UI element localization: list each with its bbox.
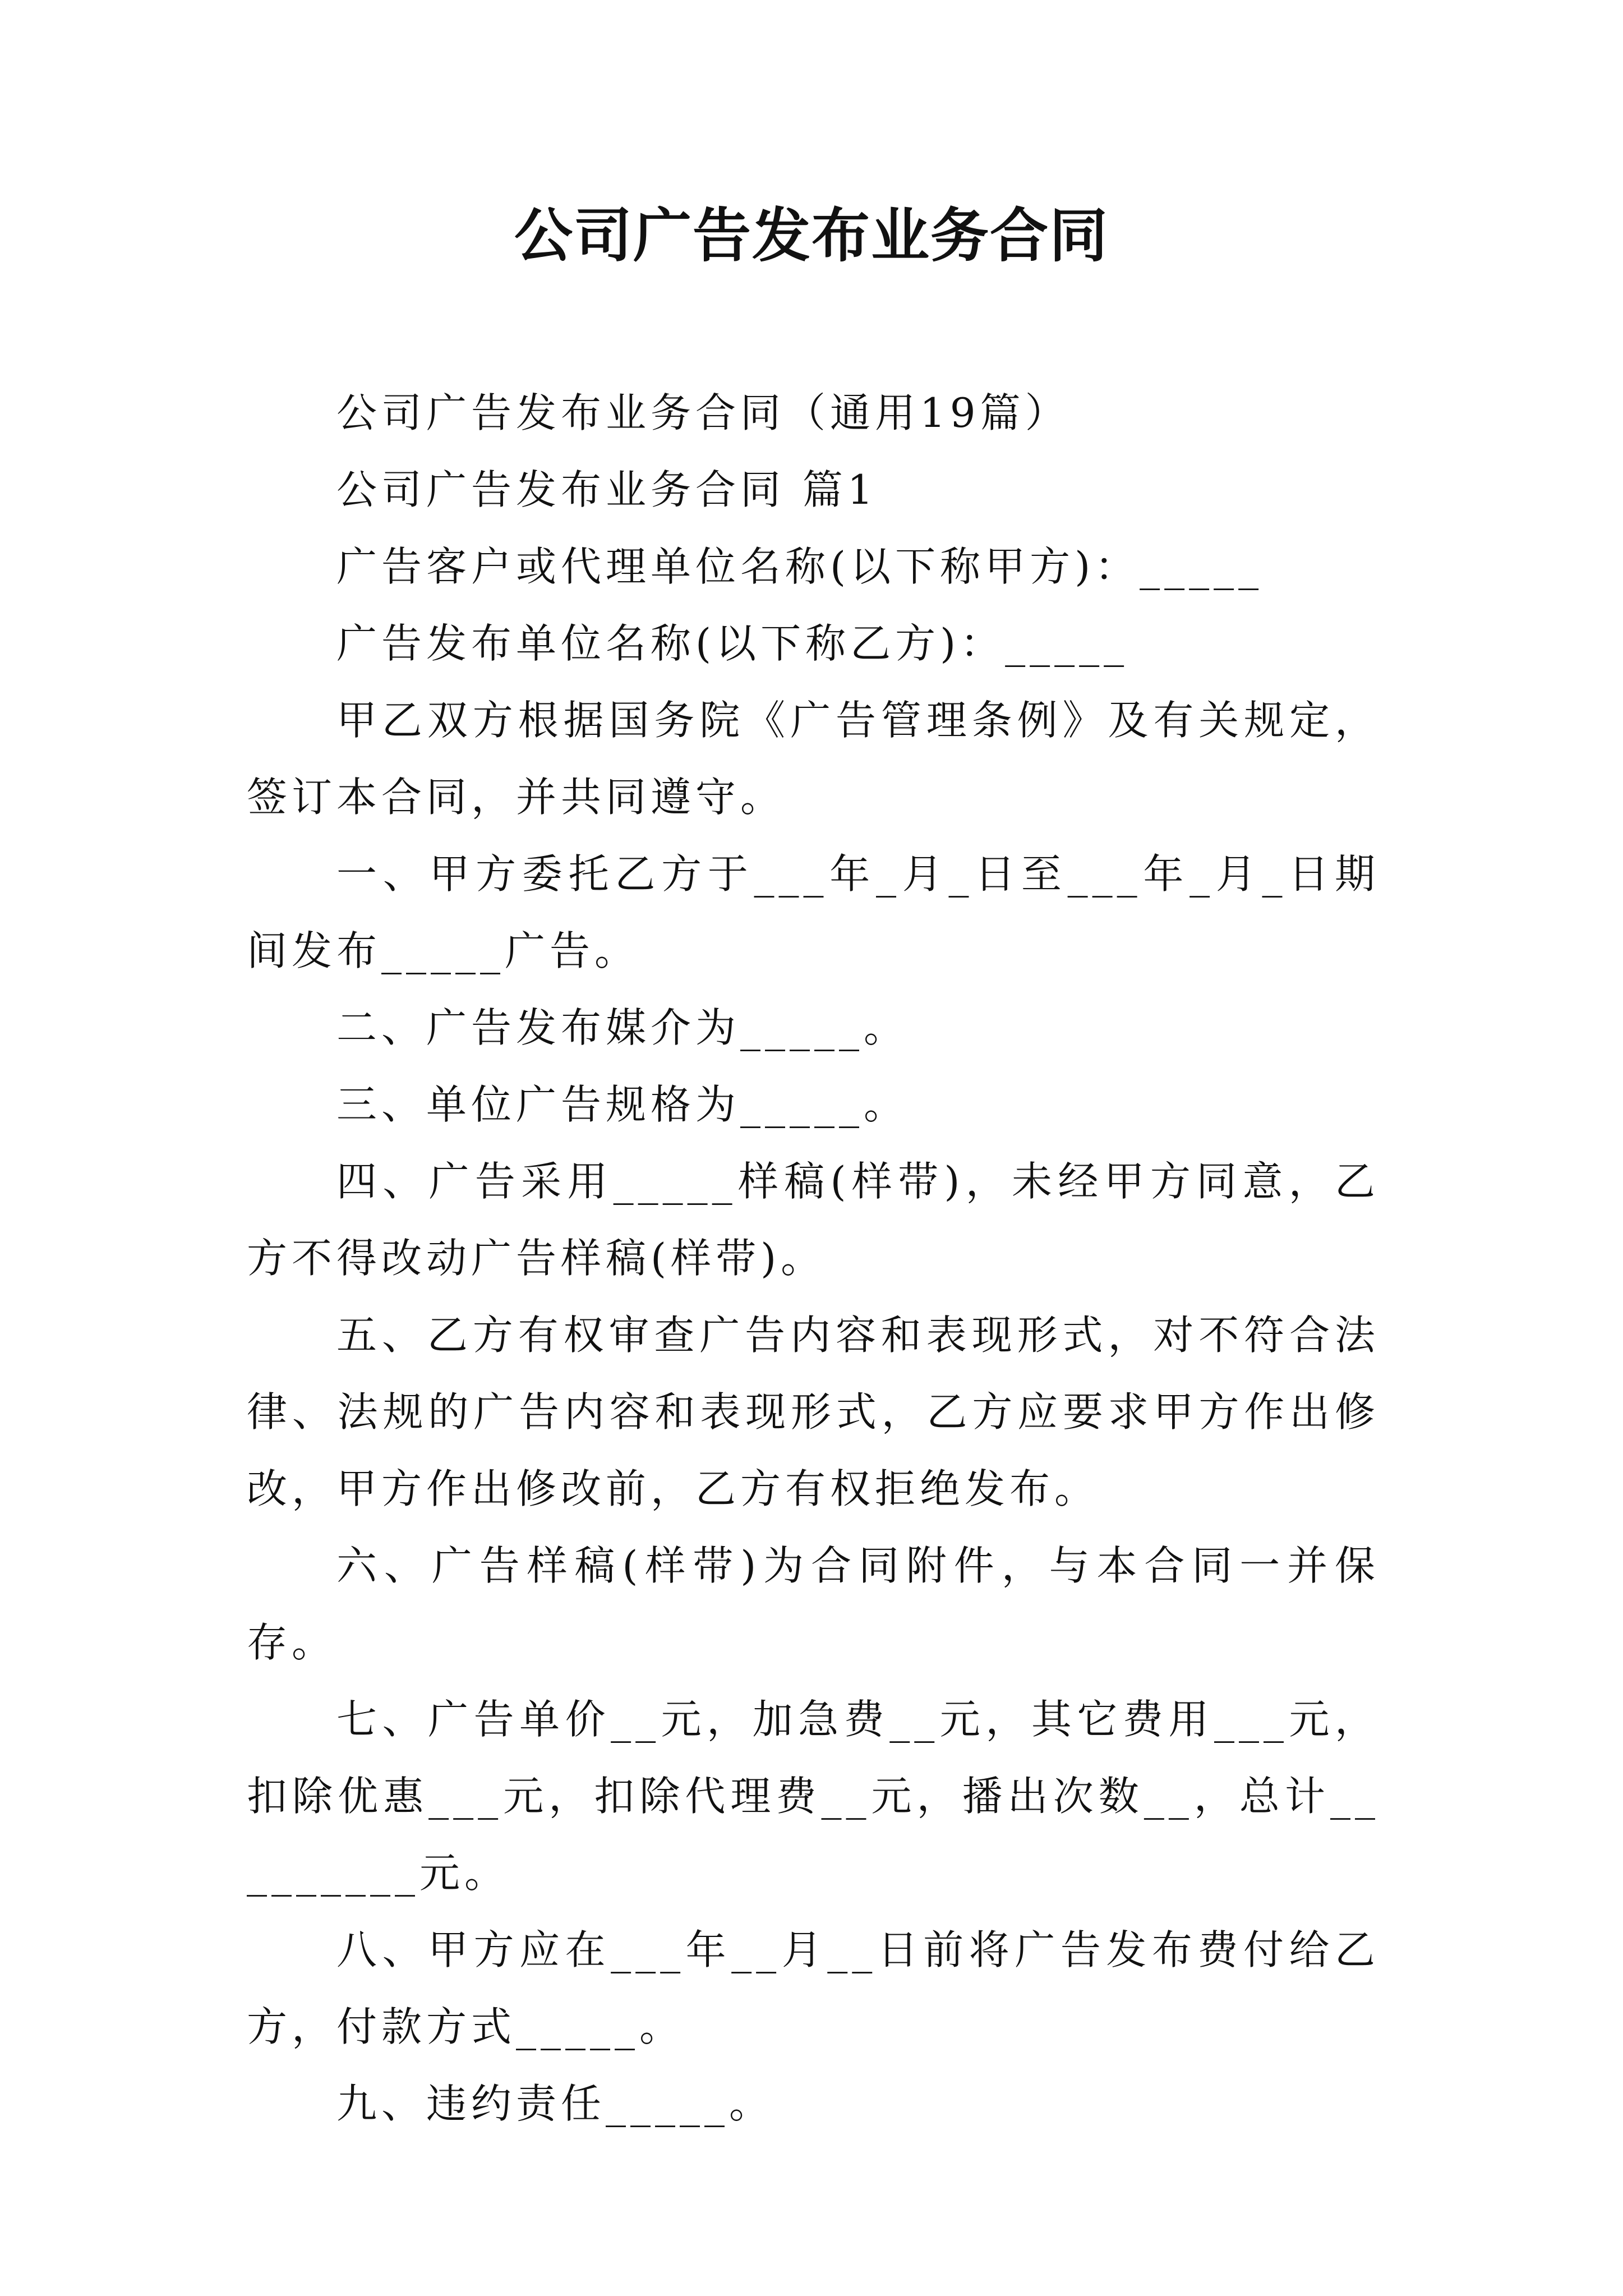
clause-5: 五、乙方有权审查广告内容和表现形式，对不符合法律、法规的广告内容和表现形式，乙方应要求甲方作出修改，甲方作出修改前，乙方有权拒绝发布。 (247, 1312, 1380, 1512)
clause-1: 一、甲方委托乙方于___年_月_日至___年_月_日期间发布_____广告。 (247, 850, 1380, 974)
clause-7: 七、广告单价__元，加急费__元，其它费用___元，扣除优惠___元，扣除代理费__元，播出次数__，总计_________元。 (247, 1696, 1380, 1897)
paragraph-party-a: 广告客户或代理单位名称(以下称甲方)：_____ (336, 543, 1264, 590)
clause-4: 四、广告采用_____样稿(样带)，未经甲方同意，乙方不得改动广告样稿(样带)。 (247, 1158, 1380, 1282)
document-body (247, 375, 1380, 2142)
paragraph-section-heading: 公司广告发布业务合同 篇1 (336, 466, 878, 513)
clause-3: 三、单位广告规格为_____。 (336, 1081, 909, 1128)
paragraph-preamble: 甲乙双方根据国务院《广告管理条例》及有关规定，签订本合同，并共同遵守。 (247, 697, 1380, 821)
paragraph-subtitle: 公司广告发布业务合同（通用19篇） (336, 389, 1070, 436)
clause-8: 八、甲方应在___年__月__日前将广告发布费付给乙方，付款方式_____。 (247, 1926, 1380, 2050)
document-title: 公司广告发布业务合同 (514, 201, 1109, 270)
clause-9: 九、违约责任_____。 (336, 2080, 774, 2127)
clause-2: 二、广告发布媒介为_____。 (336, 1004, 909, 1051)
clause-6: 六、广告样稿(样带)为合同附件，与本合同一并保存。 (247, 1542, 1380, 1666)
paragraph-party-b: 广告发布单位名称(以下称乙方)：_____ (336, 620, 1129, 667)
